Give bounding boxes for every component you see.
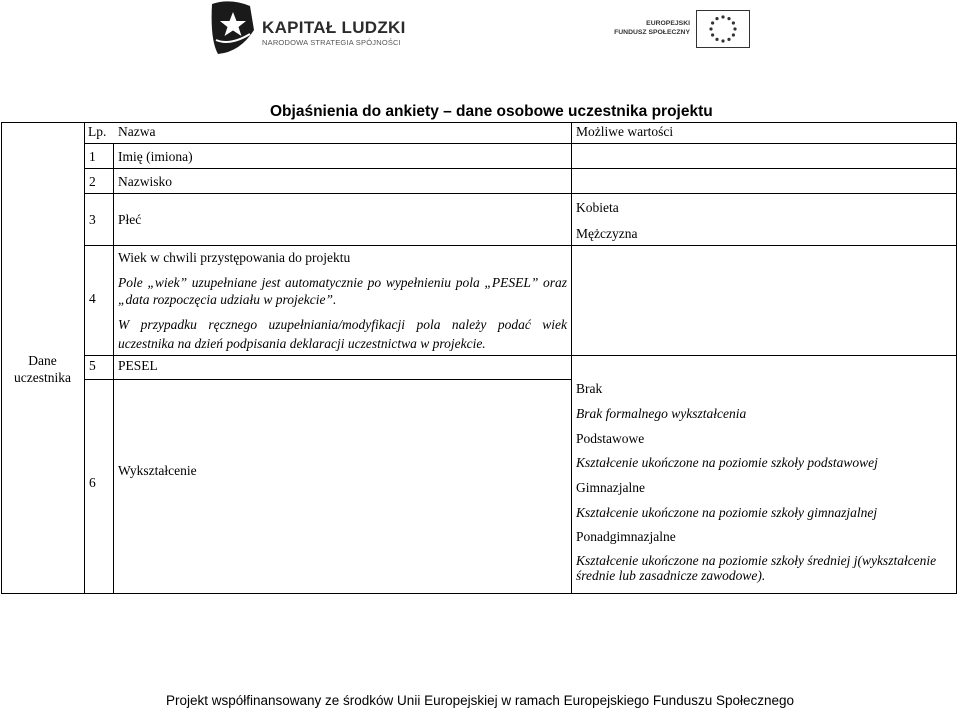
education-option-label: Ponadgimnazjalne (576, 529, 676, 544)
row-1-name: Imię (imiona) (118, 149, 193, 164)
row-3-name: Płeć (118, 212, 142, 227)
eu-star-icon (721, 39, 724, 42)
row-4-note-manual: W przypadku ręcznego uzupełniania/modyfikacji pola należy podać wiek uczestnika na dzień podpisania deklaracji uczestnictwa w projekcie. (118, 317, 567, 351)
education-option-desc: Brak formalnego wykształcenia (576, 406, 747, 421)
row-4-lp: 4 (89, 291, 96, 306)
education-option-desc: Kształcenie ukończone na poziomie szkoły podstawowej (576, 455, 878, 470)
kapital-ludzki-star-icon (210, 0, 256, 56)
row-1-lp: 1 (89, 149, 96, 164)
education-option-label: Gimnazjalne (576, 480, 645, 495)
eu-star-icon (727, 38, 730, 41)
header-values: Możliwe wartości (576, 124, 674, 139)
footer-cofinancing-note: Projekt współfinansowany ze środków Unii Europejskiej w ramach Europejskiego Funduszu Społecznego (165, 693, 795, 708)
row-3-lp: 3 (89, 212, 96, 227)
eu-star-icon (711, 21, 714, 24)
efs-logo-text: EUROPEJSKI FUNDUSZ SPOŁECZNY (614, 20, 690, 36)
kapital-ludzki-logo (210, 0, 406, 56)
row-2-lp: 2 (89, 174, 96, 189)
header-name: Nazwa (118, 124, 156, 139)
document-title: Objaśnienia do ankiety – dane osobowe uczestnika projektu (270, 103, 713, 120)
row-2-name: Nazwisko (118, 174, 172, 189)
header-lp: Lp. (88, 124, 107, 139)
eu-star-icon (732, 33, 735, 36)
logo-subtitle: NARODOWA STRATEGIA SPÓJNOŚCI (262, 38, 401, 47)
row-3-value-mezczyzna: Mężczyzna (576, 226, 638, 241)
row-4-note-automatic: Pole „wiek” uzupełniane jest automatycznie po wypełnieniu pola „PESEL” oraz „data rozpoczęcia udziału w projekcie”. (118, 275, 567, 307)
eu-star-icon (711, 33, 714, 36)
education-option-label: Brak (576, 381, 603, 396)
education-option-desc: Kształcenie ukończone na poziomie szkoły średniej j(wykształcenie średnie lub zasadnicze zawodowe). (576, 553, 937, 583)
eu-star-icon (715, 17, 718, 20)
eu-star-icon (732, 21, 735, 24)
row-6-lp: 6 (89, 475, 96, 490)
row-5-name: PESEL (118, 358, 158, 373)
eu-star-icon (709, 27, 712, 30)
row-3-value-kobieta: Kobieta (576, 200, 619, 215)
eu-flag-icon (696, 10, 750, 48)
eu-star-icon (721, 15, 724, 18)
education-option-desc: Kształcenie ukończone na poziomie szkoły gimnazjalnej (576, 505, 878, 520)
row-6-name: Wykształcenie (118, 463, 197, 478)
eu-star-icon (715, 38, 718, 41)
explanation-table (1, 122, 957, 594)
row-4-name: Wiek w chwili przystępowania do projektu (118, 250, 351, 265)
row-5-lp: 5 (89, 358, 96, 373)
eu-star-icon (727, 17, 730, 20)
group-label-dane-uczestnika: Dane uczestnika (14, 353, 71, 385)
logo-title: KAPITAŁ LUDZKI (262, 18, 406, 37)
efs-logo (612, 10, 752, 50)
education-option-label: Podstawowe (576, 431, 645, 446)
eu-star-icon (733, 27, 736, 30)
